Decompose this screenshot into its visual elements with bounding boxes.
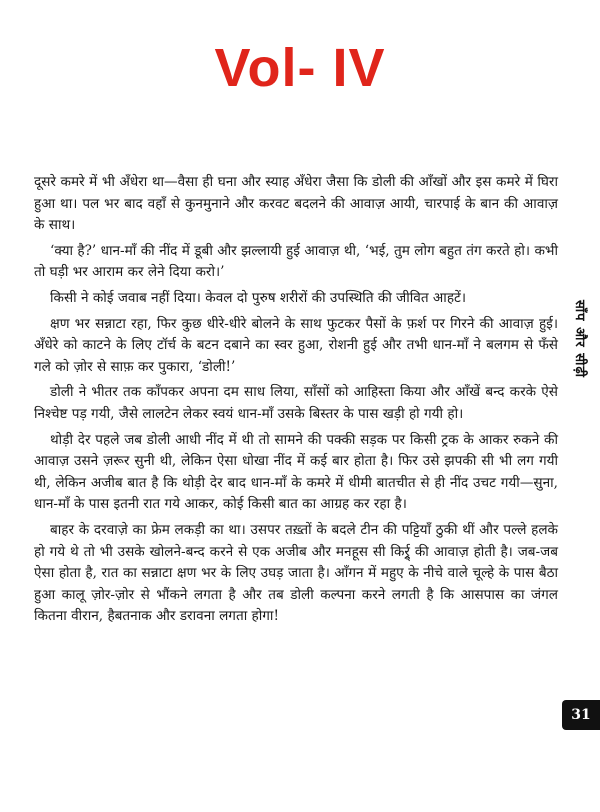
paragraph-4: क्षण भर सन्नाटा रहा, फिर कुछ धीरे-धीरे बोलने के साथ फुटकर पैसों के फ़र्श पर गिरने की आवाज़ हुई। अँधेरे को काटने के लिए टॉर्च के बटन दबाने का स्वर हुआ, रोशनी हुई और तभी धान-माँ ने बलगम से फँसे गले को ज़ोर से साफ़ कर पुकारा, ‘डोली!’	[34, 315, 558, 375]
paragraph-3: किसी ने कोई जवाब नहीं दिया। केवल दो पुरुष शरीरों की उपस्थिति की जीवित आहटें।	[50, 289, 467, 306]
running-side-title: साँप और सीढ़ी	[572, 300, 587, 379]
page-number-badge: 31	[562, 700, 600, 730]
page-title: Vol- IV	[214, 38, 386, 98]
paragraph-2: ‘क्या है?’ धान-माँ की नींद में डूबी और झल्लायी हुई आवाज़ थी, ‘भई, तुम लोग बहुत तंग करते हो। कभी तो घड़ी भर आराम कर लेने दिया करो।’	[34, 242, 558, 281]
paragraph-7: बाहर के दरवाज़े का फ्रेम लकड़ी का था। उसपर तख़्तों के बदले टीन की पट्टियाँ ठुकी थीं और पल्ले हलके हो गये थे तो भी उसके खोलने-बन्द करने से एक अजीब और मनहूस सी किर्र्र्र्र् की आवाज़ होती है। जब-जब ऐसा होता है, रात का सन्नाटा क्षण भर के लिए उघड़ जाता है। आँगन में महुए के नीचे वाले चूल्हे के पास बैठा हुआ कालू ज़ोर-ज़ोर से भौंकने लगता है और तब डोली कल्पना करने लगती है कि आसपास का जंगल कितना वीरान, हैबतनाक और डरावना लगता होगा!	[34, 521, 558, 625]
paragraph-1: दूसरे कमरे में भी अँधेरा था—वैसा ही घना और स्याह अँधेरा जैसा कि डोली की आँखों और इस कमरे में घिरा हुआ था। पल भर बाद वहाँ से कुनमुनाने और करवट बदलने की आवाज़ आयी, चारपाई के बान की आवाज़ के साथ।	[34, 174, 558, 234]
paragraph-6: थोड़ी देर पहले जब डोली आधी नींद में थी तो सामने की पक्की सड़क पर किसी ट्रक के आकर रुकने की आवाज़ उसने ज़रूर सुनी थी, लेकिन ऐसा धोखा नींद में कई बार होता है। फिर उसे झपकी सी भी लग गयी थी, लेकिन अजीब बात है कि थोड़ी देर बाद धान-माँ के कमरे में धीमी बातचीत से ही नींद उचट गयी—सुना, धान-माँ के पास इतनी रात गये आकर, कोई किसी बात का आग्रह कर रहा है।	[34, 431, 558, 513]
paragraph-5: डोली ने भीतर तक काँपकर अपना दम साध लिया, साँसों को आहिस्ता किया और आँखें बन्द करके ऐसे निश्चेष्ट पड़ गयी, जैसे लालटेन लेकर स्वयं धान-माँ उसके बिस्तर के पास खड़ी हो गयी हो।	[34, 384, 558, 422]
body-text	[34, 172, 558, 632]
